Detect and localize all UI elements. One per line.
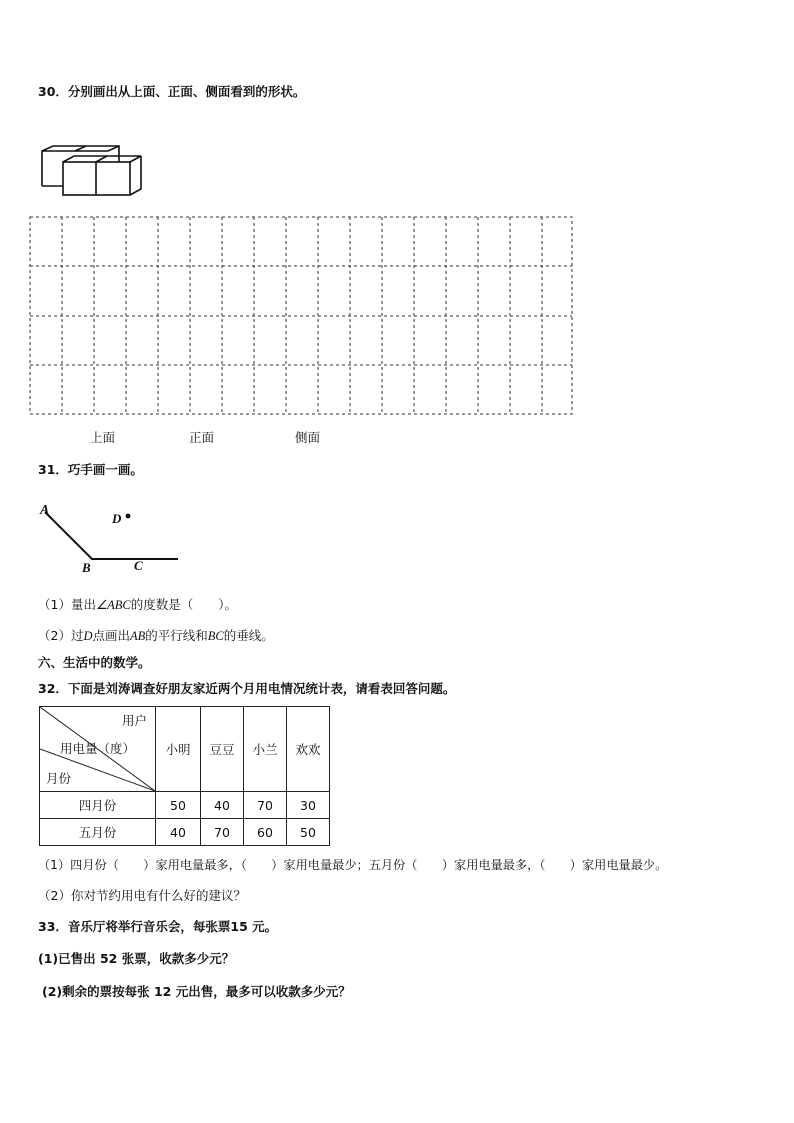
col-header: 小明: [156, 707, 201, 792]
point-a-label: A: [40, 503, 50, 518]
table-cell: 40: [156, 819, 201, 846]
table-cell: 70: [244, 792, 287, 819]
view-label-top: 上面: [90, 430, 116, 445]
q30-title: 30．分别画出从上面、正面、侧面看到的形状。: [38, 84, 306, 99]
q31-p1-pre: （1）量出: [38, 597, 96, 612]
view-label-front: 正面: [189, 430, 215, 445]
cube-figure: [42, 146, 141, 195]
q32-part2: （2）你对节约用电有什么好的建议？: [38, 888, 246, 903]
q33-part1: (1)已售出 52 张票，收款多少元？: [38, 951, 235, 966]
table-cell: 50: [156, 792, 201, 819]
q32-part1: （1）四月份（ ）家用电量最多，（ ）家用电量最少；五月份（ ）家用电量最多，（ ）家用电量最少。: [38, 858, 668, 872]
q31-p2-post: 的垂线。: [223, 628, 274, 643]
table-cell: 40: [201, 792, 244, 819]
table-cell: 30: [287, 792, 330, 819]
q31-p1-angle: ∠ABC: [95, 598, 131, 612]
point-d-dot: [126, 514, 131, 519]
q31-p2-mid2: 的平行线和: [145, 628, 208, 643]
table-cell: 50: [287, 819, 330, 846]
table-row: [40, 792, 330, 819]
point-d-label: D: [112, 511, 122, 526]
q31-title: 31．巧手画一画。: [38, 462, 143, 477]
table-cell: 70: [201, 819, 244, 846]
view-label-side: 侧面: [295, 430, 321, 445]
header-usage: 用电量（度）: [60, 741, 136, 756]
row-month: 四月份: [40, 792, 156, 819]
header-month: 月份: [46, 771, 72, 786]
q31-p2-d: D: [83, 629, 93, 643]
q31-p2-bc: BC: [207, 629, 224, 643]
q31-p1-post: 的度数是（ ）。: [130, 597, 238, 612]
q31-p2-ab: AB: [130, 629, 146, 643]
usage-table: [39, 706, 330, 846]
col-header: 豆豆: [201, 707, 244, 792]
diagonal-header-cell: [40, 707, 156, 792]
q31-p2-pre: （2）过: [38, 628, 84, 643]
drawing-grid: [30, 217, 572, 414]
section6-title: 六、生活中的数学。: [38, 655, 151, 670]
q31-part1: [38, 597, 237, 613]
q33-part2: (2)剩余的票按每张 12 元出售，最多可以收款多少元？: [42, 984, 351, 999]
point-c-label: C: [134, 558, 143, 573]
q31-p2-mid1: 点画出: [92, 628, 130, 643]
table-row: [40, 819, 330, 846]
table-cell: 60: [244, 819, 287, 846]
q32-title: 32．下面是刘涛调查好朋友家近两个月用电情况统计表，请看表回答问题。: [38, 681, 456, 696]
usage-table-header: [40, 707, 330, 792]
col-header: 小兰: [244, 707, 287, 792]
q31-part2: [38, 628, 274, 644]
header-user: 用户: [122, 713, 148, 728]
row-month: 五月份: [40, 819, 156, 846]
point-b-label: B: [82, 560, 91, 575]
col-header: 欢欢: [287, 707, 330, 792]
q33-title: 33．音乐厅将举行音乐会，每张票15 元。: [38, 919, 278, 934]
